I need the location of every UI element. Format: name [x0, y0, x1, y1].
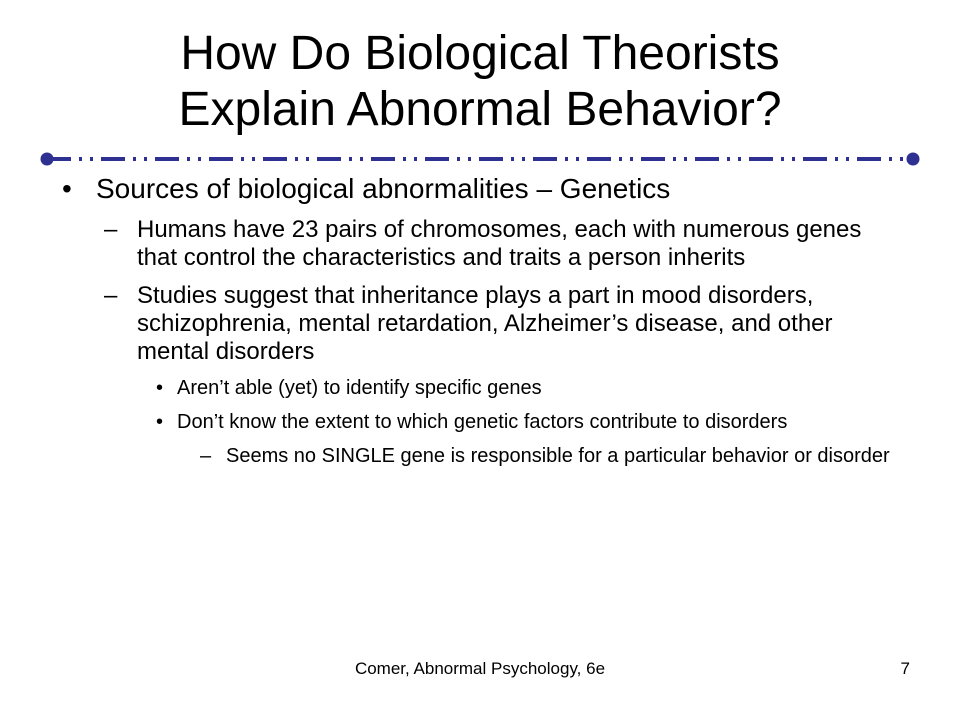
bullet-text: Humans have 23 pairs of chromosomes, each with numerous genes that control the characteristics and traits a person inherits — [137, 216, 862, 271]
bullet-level-2 — [0, 216, 960, 272]
bullet-text: Sources of biological abnormalities – Genetics — [96, 173, 671, 204]
dash-marker: – — [104, 216, 118, 243]
dash-marker: – — [200, 445, 212, 467]
slide-footer: Comer, Abnormal Psychology, 6e — [354, 659, 606, 678]
bullet-level-4 — [0, 444, 960, 468]
bullet-text: Seems no SINGLE gene is responsible for a particular behavior or disorder — [226, 445, 890, 467]
bullet-level-1 — [0, 172, 960, 206]
bullet-level-3 — [0, 376, 960, 400]
bullet-level-2 — [0, 282, 960, 366]
slide-title — [60, 26, 900, 138]
bullet-text: Studies suggest that inheritance plays a part in mood disorders, schizophrenia, mental retardation, Alzheimer’s disease, and other mental disorders — [137, 282, 833, 365]
bullet-level-3 — [0, 410, 960, 434]
page-number: 7 — [900, 659, 910, 678]
bullet-marker: • — [156, 377, 164, 399]
bullet-text: Don’t know the extent to which genetic factors contribute to disorders — [177, 411, 788, 433]
slide-title-line-2: Explain Abnormal Behavior? — [178, 83, 782, 136]
slide-title-line-1: How Do Biological Theorists — [180, 27, 780, 80]
title-divider — [40, 150, 920, 168]
bullet-marker: • — [156, 411, 164, 433]
divider-right-dot — [907, 153, 920, 166]
bullet-marker: • — [62, 173, 72, 204]
bullet-text: Aren’t able (yet) to identify specific genes — [177, 377, 542, 399]
slide-body — [0, 172, 960, 468]
dash-marker: – — [104, 282, 118, 309]
